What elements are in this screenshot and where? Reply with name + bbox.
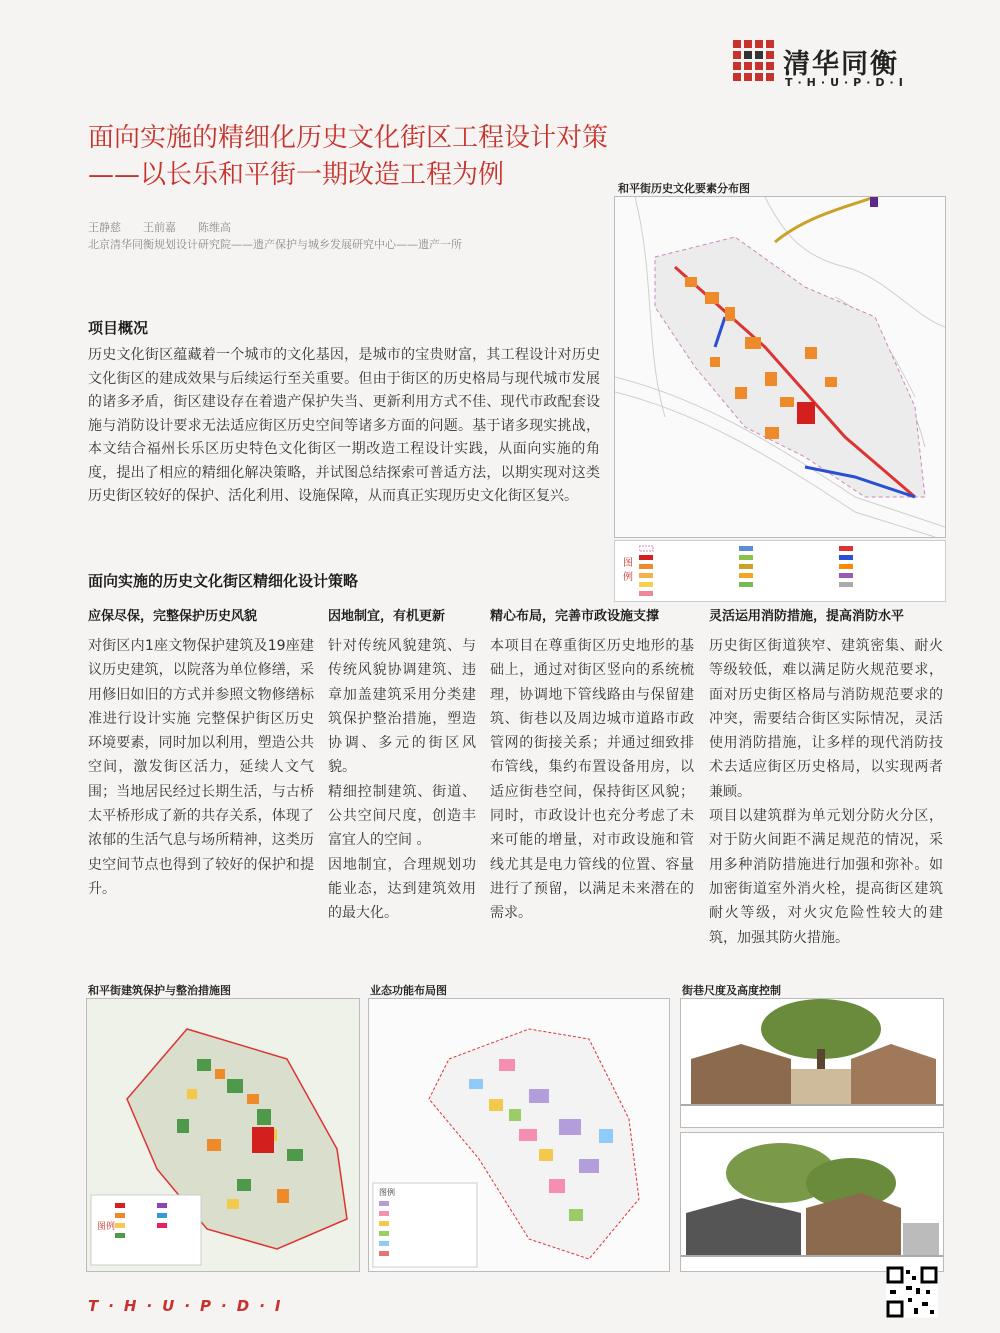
protection-legend-label: 图例 [97,1222,116,1232]
qr-code-icon [886,1266,938,1318]
legend-label: 图例 [623,558,633,583]
column-3-paragraph: 本项目在尊重街区历史地形的基础上，通过对街区竖向的系统梳理，协调地下管线路由与保留建筑、街巷以及周边城市道路市政管网的街接关系；并通过细致排布管线，集约布置设备用房，以适应街巷空间，保持街区风貌；同时，市政设计也充分考虑了未来可能的增量，对市政设施和管线尤其是电力管线的位置、容量进行了预留，以满足未来潜在的需求。 [490,638,694,922]
column-2-body [328,634,476,926]
column-2-paragraph-2: 精细控制建筑、街道、公共空间尺度，创造丰富宜人的空间 。 [328,783,476,849]
function-map-drawing [369,999,669,1271]
bottom-map-3-caption: 街巷尺度及高度控制 [682,984,781,997]
logo-chinese: 清华同衡 [783,49,899,80]
overview-body: 历史文化街区蕴藏着一个城市的文化基因，是城市的宝贵财富，其工程设计对历史文化街区的建成效果与后续运行至关重要。但由于街区的历史格局与现代城市发展的诸多矛盾，街区建设存在着遗产保护失当、更新利用方式不佳、现代市政配套设施与消防设计要求无法适应街区历史空间等诸多方面的问题。基于诸多现实挑战，本文结合福州长乐区历史特色文化街区一期改造工程设计实践，从面向实施的角度，提出了相应的精细化解决策略，并试图总结探索可普适方法，以期实现对这类历史街区较好的保护、活化利用、设施保障，从而真正实现历史文化街区复兴。 [88,347,600,504]
column-3-heading: 精心布局，完善市政设施支撑 [490,609,660,624]
street-section-2 [680,1132,944,1272]
street-section-1 [680,998,944,1128]
street-section-1-drawing [681,999,943,1127]
column-2-heading: 因地制宜，有机更新 [328,609,446,624]
protection-map-drawing [87,999,359,1271]
main-map-legend [614,540,946,602]
function-map [368,998,670,1272]
column-4-body [709,634,943,950]
column-1-body [88,634,314,901]
overview-heading: 项目概况 [88,319,149,337]
title-line-1: 面向实施的精细化历史文化街区工程设计对策 [88,123,609,153]
authors: 王静慈 王前嘉 陈维高 [88,221,231,234]
strategy-heading: 面向实施的历史文化街区精细化设计策略 [88,572,359,590]
legend-swatches [639,543,939,599]
main-map-drawing [615,197,945,537]
street-section-2-drawing [681,1133,943,1271]
column-4-paragraph-2: 项目以建筑群为单元划分防火分区，对于防火间距不满足规范的情况，采用多种消防措施进行加强和弥补。如加密街道室外消火栓，提高街区建筑耐火等级，对火灾危险性较大的建筑，加强其防火措施。 [709,808,943,946]
footer-logo-text: T·H·U·P·D·I [88,1297,291,1315]
column-2-paragraph-3: 因地制宜，合理规划功能业态，达到建筑效用的最大化。 [328,856,476,922]
column-3-body [490,634,694,926]
logo-mark-icon [733,40,775,82]
column-4-paragraph-1: 历史街区街道狭窄、建筑密集、耐火等级较低，难以满足防火规范要求，面对历史街区格局与消防规范要求的冲突，需要结合街区实际情况，灵活使用消防措施，让多样的现代消防技术去适应街区历史格局，以实现两者兼顾。 [709,638,943,800]
title-line-2: ——以长乐和平街一期改造工程为例 [88,160,505,190]
main-map [614,196,946,538]
bottom-map-1-caption: 和平街建筑保护与整治措施图 [88,984,231,997]
affiliation: 北京清华同衡规划设计研究院——遗产保护与城乡发展研究中心——遗产一所 [88,238,462,251]
column-2-paragraph-1: 针对传统风貌建筑、与传统风貌协调建筑、违章加盖建筑采用分类建筑保护整治措施，塑造协调、多元的街区风貌。 [328,638,476,776]
bottom-map-2-caption: 业态功能布局图 [370,984,447,997]
protection-map [86,998,360,1272]
column-1-paragraph: 对街区内1座文物保护建筑及19座建议历史建筑，以院落为单位修缮，采用修旧如旧的方式并参照文物修缮标准进行设计实施 完整保护街区历史环境要素，同时加以利用，塑造公共空间，激发街区活力，延续人文气围；当地居民经过长期生活，与古桥太平桥形成了新的共存关系，体现了浓郁的生活气息与场所精神，这类历史空间节点也得到了较好的保护和提升。 [88,638,314,897]
column-1-heading: 应保尽保，完整保护历史风貌 [88,609,258,624]
column-4-heading: 灵活运用消防措施，提高消防水平 [709,609,905,624]
main-map-caption: 和平街历史文化要素分布图 [618,182,750,195]
logo-english: T·H·U·P·D·I [785,76,908,89]
qr-code [886,1266,938,1318]
page-title [88,120,698,194]
function-legend-label: 图例 [379,1188,395,1197]
